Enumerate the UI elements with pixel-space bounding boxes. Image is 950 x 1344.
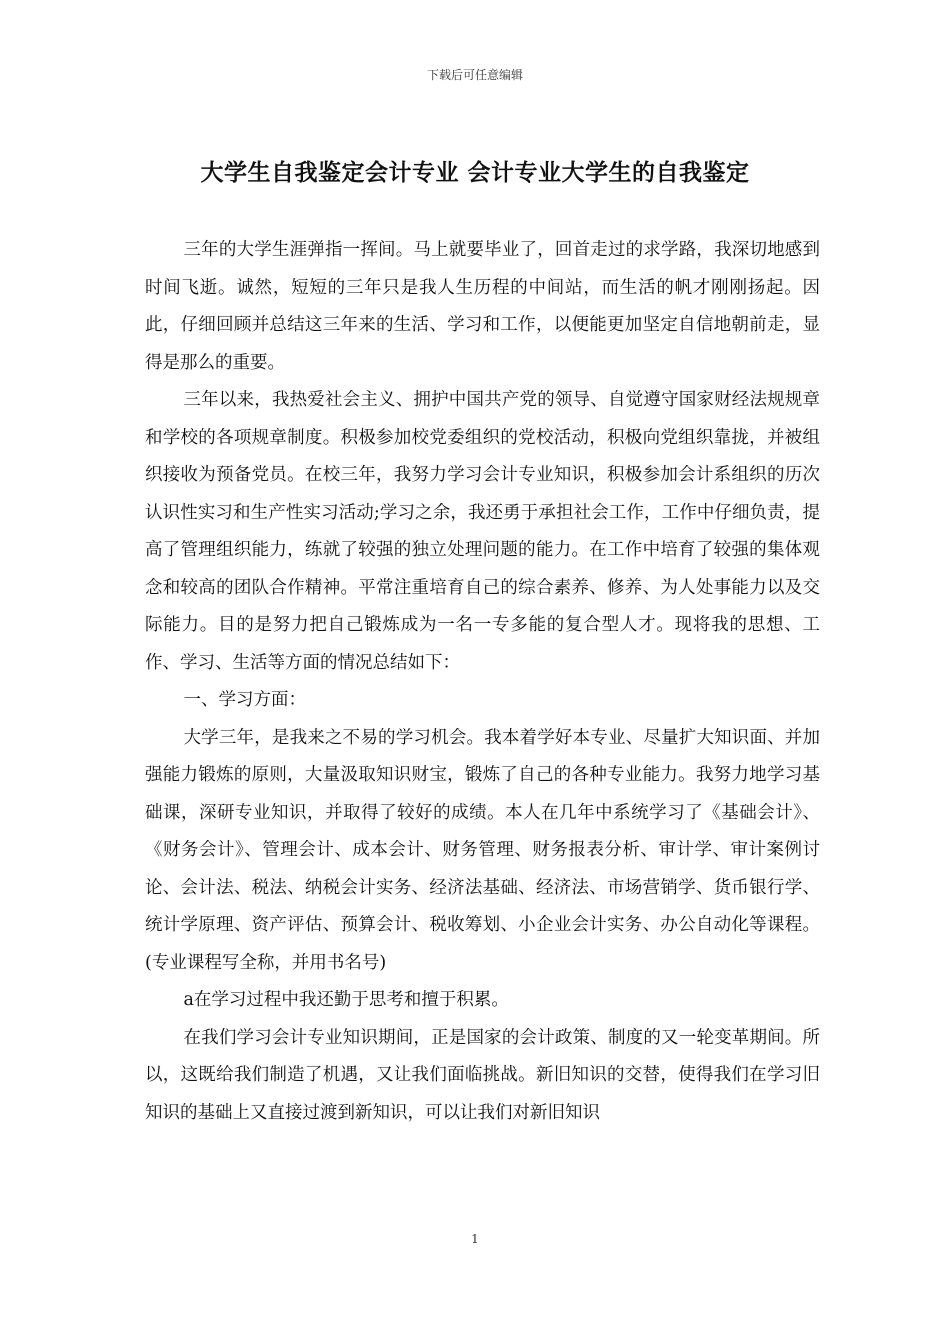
paragraph-overview: 三年以来，我热爱社会主义、拥护中国共产党的领导、自觉遵守国家财经法规规章和学校的各项规章制度。积极参加校党委组织的党校活动，积极向党组织靠拢，并被组织接收为预备党员。在校三年，我努力学习会计专业知识，积极参加会计系组织的历次认识性实习和生产性实习活动;学习之余，我还勇于承担社会工作，工作中仔细负责，提高了管理组织能力，练就了较强的独立处理问题的能力。在工作中培育了较强的集体观念和较高的团队合作精神。平常注重培育自己的综合素养、修养、为人处事能力以及交际能力。目的是努力把自己锻炼成为一名一专多能的复合型人才。现将我的思想、工作、学习、生活等方面的情况总结如下： bbox=[145, 390, 820, 673]
page-number: 1 bbox=[471, 1232, 479, 1246]
section-heading-study: 一、学习方面： bbox=[183, 690, 306, 710]
document-body bbox=[145, 232, 820, 1132]
paragraph-reform: 在我们学习会计专业知识期间，正是国家的会计政策、制度的又一轮变革期间。所以，这既给我们制造了机遇，又让我们面临挑战。新旧知识的交替，使得我们在学习旧知识的基础上又直接过渡到新知识，可以让我们对新旧知识 bbox=[145, 1027, 820, 1123]
paragraph-intro: 三年的大学生涯弹指一挥间。马上就要毕业了，回首走过的求学路，我深切地感到时间飞逝。诚然，短短的三年只是我人生历程的中间站，而生活的帆才刚刚扬起。因此，仔细回顾并总结这三年来的生活、学习和工作，以便能更加坚定自信地朝前走，显得是那么的重要。 bbox=[145, 240, 820, 373]
document-title: 大学生自我鉴定会计专业 会计专业大学生的自我鉴定 bbox=[200, 159, 750, 186]
paragraph-study-habits: a在学习过程中我还勤于思考和擅于积累。 bbox=[183, 990, 509, 1010]
page-header: 下载后可任意编辑 bbox=[426, 68, 523, 82]
paragraph-study: 大学三年，是我来之不易的学习机会。我本着学好本专业、尽量扩大知识面、并加强能力锻炼的原则，大量汲取知识财宝，锻炼了自己的各种专业能力。我努力地学习基础课，深研专业知识，并取得了较好的成绩。本人在几年中系统学习了《基础会计》、《财务会计》、管理会计、成本会计、财务管理、财务报表分析、审计学、审计案例讨论、会计法、税法、纳税会计实务、经济法基础、经济法、市场营销学、货币银行学、统计学原理、资产评估、预算会计、税收筹划、小企业会计实务、办公自动化等课程。(专业课程写全称，并用书名号) bbox=[145, 727, 820, 973]
